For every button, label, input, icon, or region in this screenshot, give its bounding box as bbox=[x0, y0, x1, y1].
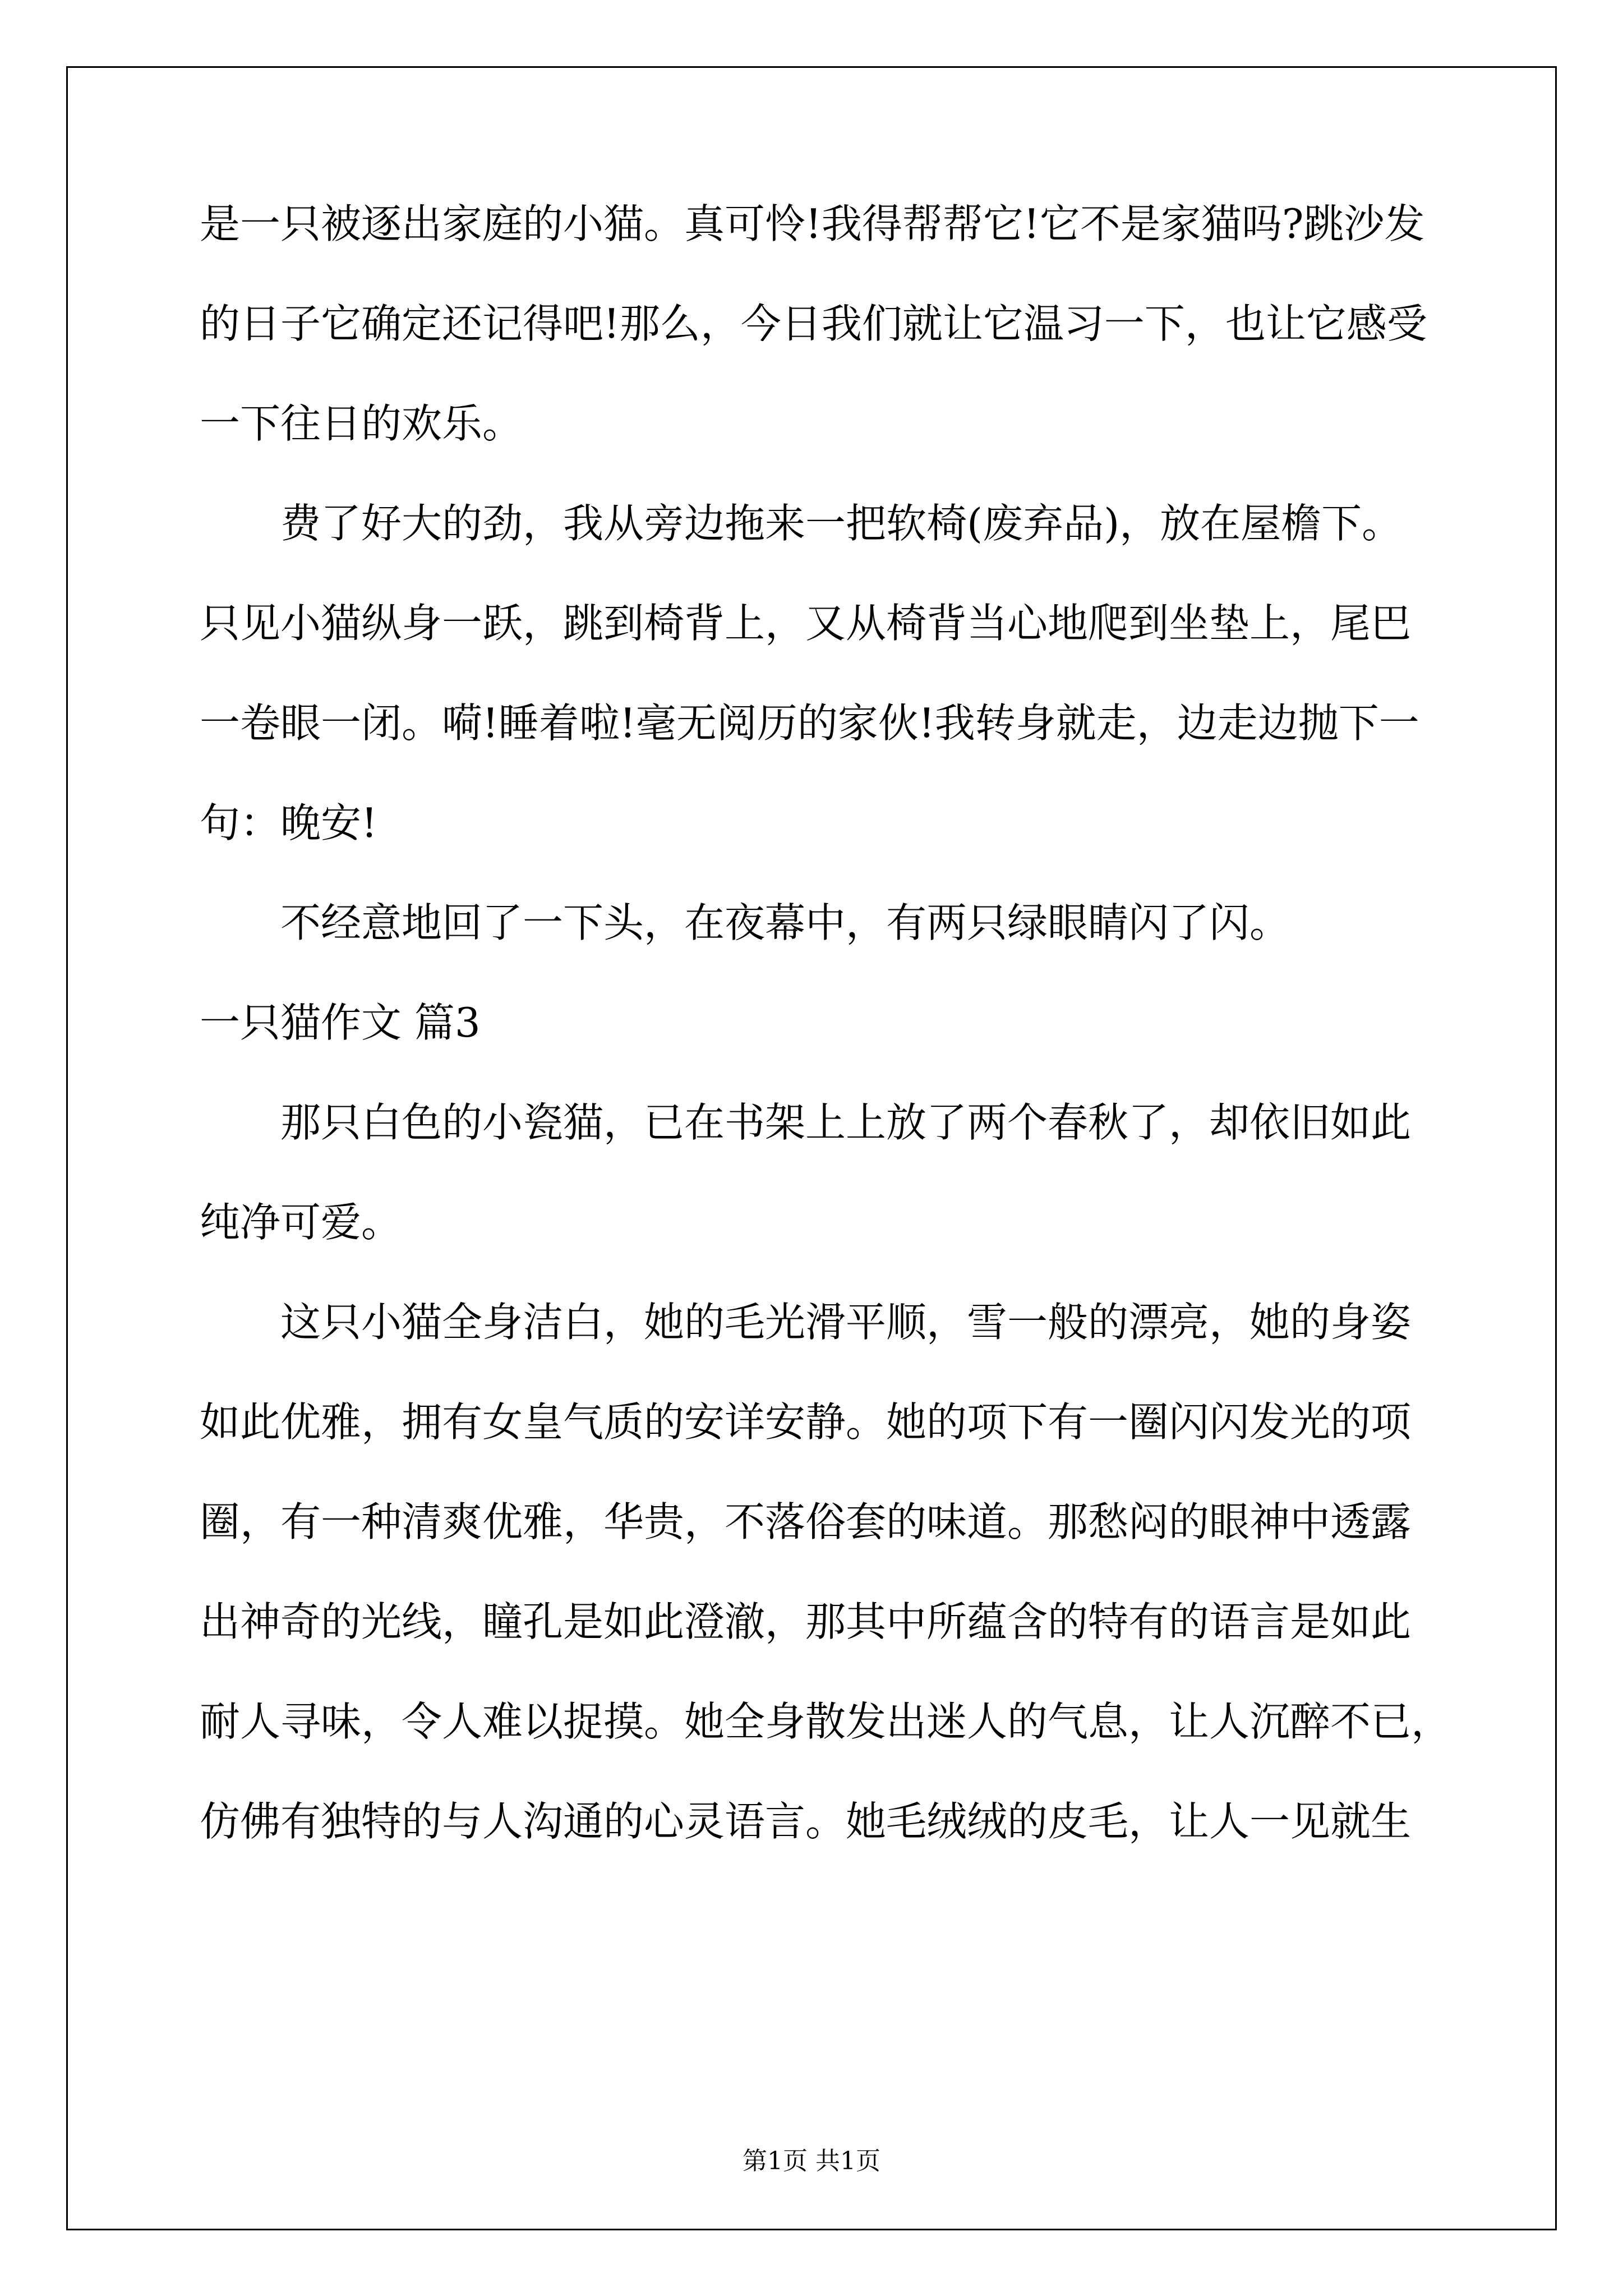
text-line: 如此优雅，拥有女皇气质的安详安静。她的项下有一圈闪闪发光的项 bbox=[200, 1398, 1412, 1446]
text-line: 费了好大的劲，我从旁边拖来一把软椅(废弃品)，放在屋檐下。 bbox=[280, 500, 1403, 547]
text-line: 那只白色的小瓷猫，已在书架上上放了两个春秋了，却依旧如此 bbox=[280, 1099, 1412, 1146]
text-line: 句：晚安! bbox=[200, 799, 377, 846]
page-border bbox=[66, 66, 1557, 2230]
text-line: 仿佛有独特的与人沟通的心灵语言。她毛绒绒的皮毛，让人一见就生 bbox=[200, 1798, 1412, 1845]
text-line: 不经意地回了一下头，在夜幕中，有两只绿眼睛闪了闪。 bbox=[280, 899, 1290, 946]
text-line: 圈，有一种清爽优雅，华贵，不落俗套的味道。那愁闷的眼神中透露 bbox=[200, 1498, 1412, 1545]
text-line: 纯净可爱。 bbox=[200, 1199, 402, 1246]
text-line: 只见小猫纵身一跃，跳到椅背上，又从椅背当心地爬到坐垫上，尾巴 bbox=[200, 600, 1412, 647]
text-line: 是一只被逐出家庭的小猫。真可怜!我得帮帮它!它不是家猫吗?跳沙发 bbox=[200, 200, 1425, 247]
text-line: 这只小猫全身洁白，她的毛光滑平顺，雪一般的漂亮，她的身姿 bbox=[280, 1299, 1412, 1346]
page-footer: 第1页 共1页 bbox=[743, 2147, 880, 2175]
section-heading: 一只猫作文 篇3 bbox=[200, 999, 481, 1046]
text-line: 一卷眼一闭。嗬!睡着啦!毫无阅历的家伙!我转身就走，边走边抛下一 bbox=[200, 700, 1419, 747]
text-line: 的日子它确定还记得吧!那么，今日我们就让它温习一下，也让它感受 bbox=[200, 300, 1427, 347]
text-line: 出神奇的光线，瞳孔是如此澄澈，那其中所蕴含的特有的语言是如此 bbox=[200, 1598, 1412, 1645]
text-line: 耐人寻味，令人难以捉摸。她全身散发出迷人的气息，让人沉醉不已， bbox=[200, 1698, 1452, 1745]
text-line: 一下往日的欢乐。 bbox=[200, 400, 523, 447]
